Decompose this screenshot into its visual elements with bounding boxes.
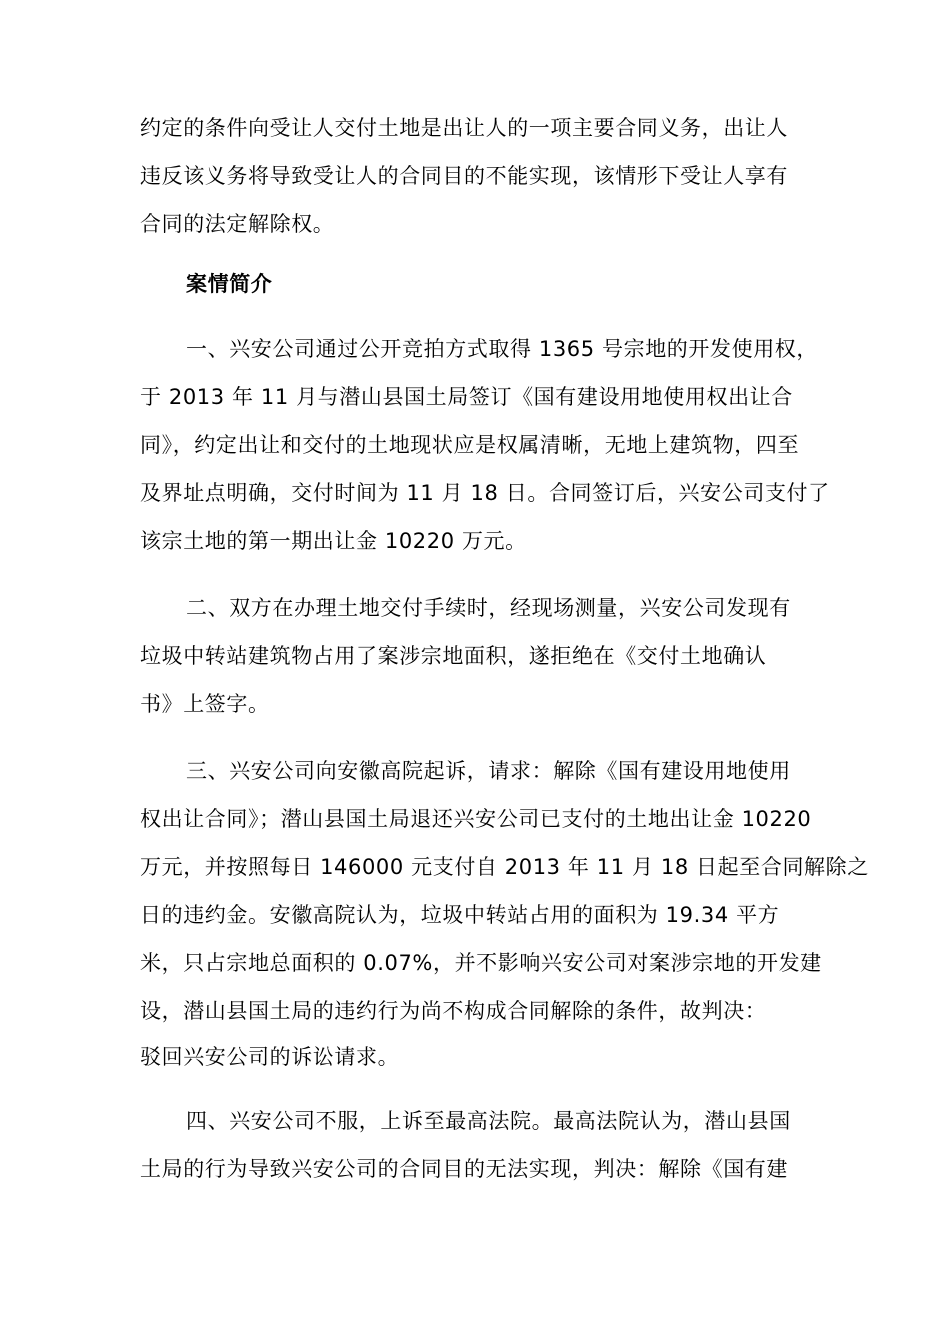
text-line: 违反该义务将导致受让人的合同目的不能实现，该情形下受让人享有: [140, 164, 788, 188]
text-line: 一、兴安公司通过公开竞拍方式取得 1365 号宗地的开发使用权，: [186, 337, 818, 361]
text-line: 约定的条件向受让人交付土地是出让人的一项主要合同义务，出让人: [140, 116, 788, 140]
section-heading: 案情简介: [186, 272, 273, 296]
text-line: 于 2013 年 11 月与潜山县国土局签订《国有建设用地使用权出让合: [140, 385, 793, 409]
text-line: 同》，约定出让和交付的土地现状应是权属清晰，无地上建筑物，四至: [140, 433, 800, 457]
text-line: 日的违约金。安徽高院认为，垃圾中转站占用的面积为 19.34 平方: [140, 903, 780, 927]
text-line: 该宗土地的第一期出让金 10220 万元。: [140, 529, 527, 553]
text-line: 二、双方在办理土地交付手续时，经现场测量，兴安公司发现有: [186, 596, 791, 620]
text-line: 万元，并按照每日 146000 元支付自 2013 年 11 月 18 日起至合同解除之: [140, 855, 869, 879]
text-line: 土局的行为导致兴安公司的合同目的无法实现，判决：解除《国有建: [140, 1157, 788, 1181]
text-line: 及界址点明确，交付时间为 11 月 18 日。合同签订后，兴安公司支付了: [140, 481, 830, 505]
text-line: 合同的法定解除权。: [140, 212, 335, 236]
text-line: 米，只占宗地总面积的 0.07%，并不影响兴安公司对案涉宗地的开发建: [140, 951, 822, 975]
text-line: 设，潜山县国土局的违约行为尚不构成合同解除的条件，故判决：: [140, 999, 767, 1023]
text-line: 垃圾中转站建筑物占用了案涉宗地面积，遂拒绝在《交付土地确认: [140, 644, 767, 668]
text-line: 四、兴安公司不服，上诉至最高法院。最高法院认为，潜山县国: [186, 1109, 791, 1133]
text-line: 权出让合同》；潜山县国土局退还兴安公司已支付的土地出让金 10220: [140, 807, 812, 831]
text-line: 书》上签字。: [140, 692, 270, 716]
text-line: 驳回兴安公司的诉讼请求。: [140, 1045, 400, 1069]
text-line: 三、兴安公司向安徽高院起诉，请求：解除《国有建设用地使用: [186, 759, 791, 783]
